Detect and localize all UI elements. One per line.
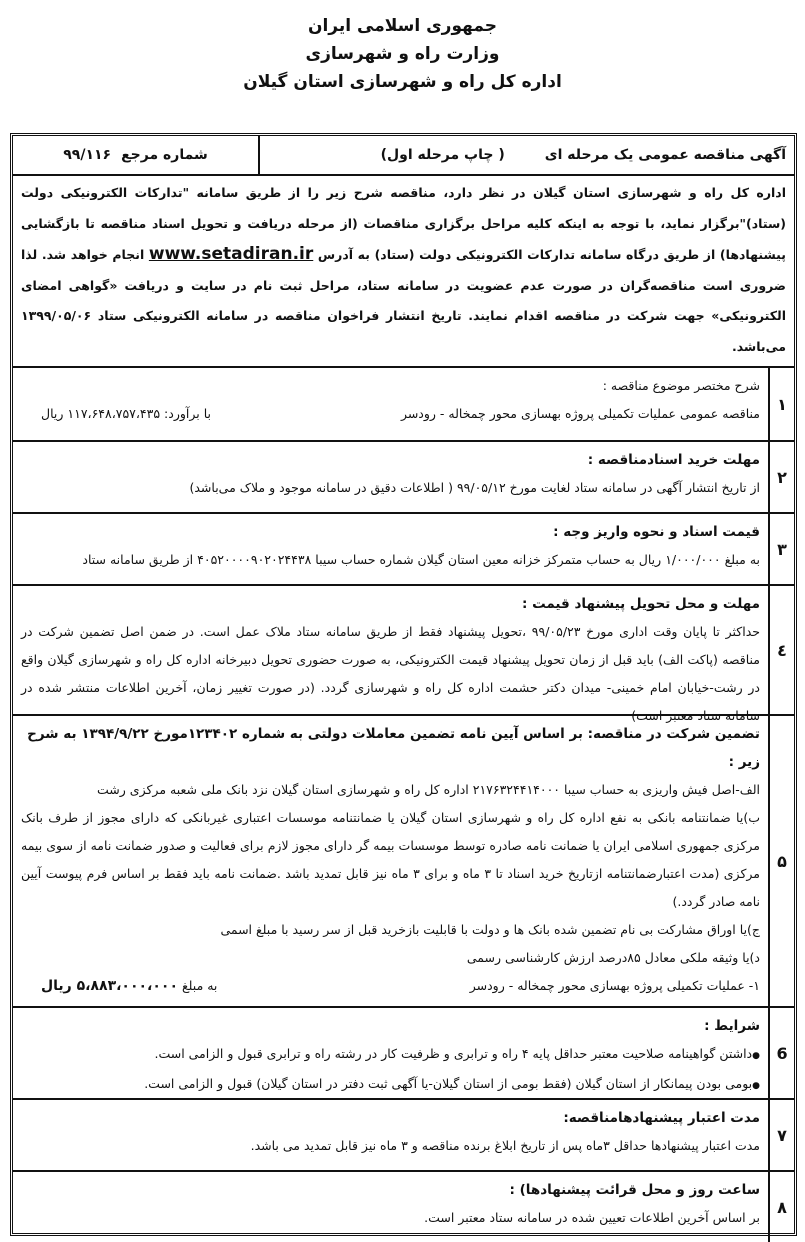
section-number: ۲ [768, 442, 794, 512]
section-number: ۱ [768, 368, 794, 440]
setad-url-link[interactable]: www.setadiran.ir [148, 244, 314, 264]
intro-paragraph [13, 176, 794, 368]
letterhead [0, 0, 805, 96]
section-title: تضمین شرکت در مناقصه: بر اساس آیین نامه تضمین معاملات دولتی به شماره ۱۲۳۴۰۲مورخ ۱۳۹۴/۹/۲۲ به شرح زیر : [27, 726, 760, 770]
section-7 [13, 1100, 794, 1172]
condition-item: ● بومی بودن پیمانکار از استان گیلان (فقط بومی از استان گیلان-یا آگهی ثبت دفتر در استان گیلان) قبول و الزامی است. [21, 1070, 760, 1100]
section-8 [13, 1172, 794, 1242]
section-6 [13, 1008, 794, 1100]
reference-box [13, 136, 260, 174]
section-text: بر اساس آخرین اطلاعات تعیین شده در سامانه ستاد معتبر است. [424, 1210, 760, 1225]
section-text: از تاریخ انتشار آگهی در سامانه ستاد لغایت مورخ ۹۹/۰۵/۱۲ ( اطلاعات دقیق در سامانه موجود و ملاک می‌باشد) [189, 480, 760, 495]
intro-text-1: اداره کل راه و شهرسازی استان گیلان در نظر دارد، مناقصه شرح زیر را از طریق سامانه "تدارکات الکترونیکی دولت (ستاد)"برگزار نماید، با توجه به اینکه کلیه مراحل برگزاری مناقصات (از مرحله دریافت و تحویل اسناد مناقصه تا بازگشایی پیشنهادها) از طریق درگاه سامانه تدارکات الکترونیکی دولت (ستاد) به آدرس [21, 185, 786, 262]
section-number: ۸ [768, 1172, 794, 1242]
section-number: ۷ [768, 1100, 794, 1170]
guarantee-amount: ۵،۸۸۳،۰۰۰،۰۰۰ ریال [41, 978, 179, 994]
guarantee-option-d: د)یا وثیقه ملکی معادل ۸۵درصد ارزش کارشناسی رسمی [466, 950, 760, 965]
tender-subject: مناقصه عمومی عملیات تکمیلی پروژه بهسازی محور چمخاله - رودسر [400, 406, 760, 421]
intro-text-2: انجام خواهد شد. لذا ضروری است مناقصه‌گران در صورت عدم عضویت در سامانه ستاد، مراحل ثبت نام در سایت و دریافت «گواهی امضای الکترونیکی» جهت شرکت در مناقصه اقدام نمایند. تاریخ انتشار فراخوان مناقصه در سامانه الکترونیکی ستاد ۱۳۹۹/۰۵/۰۶ می‌باشد. [21, 247, 786, 354]
guarantee-option-c: ج)یا اوراق مشارکت بی نام تضمین شده بانک ها و دولت با قابلیت بازخرید قبل از سر رسید با مبلغ اسمی [220, 922, 760, 937]
section-1 [13, 368, 794, 442]
section-number: ۵ [768, 716, 794, 1006]
section-2 [13, 442, 794, 514]
section-title: قیمت اسناد و نحوه واریز وجه : [553, 524, 760, 540]
section-text: حداکثر تا پایان وقت اداری مورخ ۹۹/۰۵/۲۳ ،تحویل پیشنهاد فقط از طریق سامانه ستاد ملاک عمل است. در ضمن اصل تضمین شرکت در مناقصه (پاکت الف) باید قبل از زمان تحویل پیشنهاد قیمت الکترونیکی، به صورت حضوری تحویل دبیرخانه اداره کل راه و شهرسازی گیلان واقع در رشت-خیابان امام خمینی- میدان دکتر حشمت اداره کل راه و شهرسازی گردد. (در صورت تغییر زمان، آخرین اطلاعات منتشر شده در سامانه ستاد معتبر است) [21, 624, 760, 723]
section-title: مهلت خرید اسنادمناقصه : [587, 452, 760, 468]
section-number: ٤ [768, 586, 794, 714]
section-text: به مبلغ ۱/۰۰۰/۰۰۰ ریال به حساب متمرکز خزانه معین استان گیلان شماره حساب سیبا ۴۰۵۲۰۰۰۰۹۰۲۰۲۴۴۳۸ از طریق سامانه ستاد [82, 552, 760, 567]
section-5 [13, 716, 794, 1008]
section-title: مدت اعتبار پیشنهادهامناقصه: [563, 1110, 760, 1126]
notice-title: آگهی مناقصه عمومی یک مرحله ای [544, 147, 786, 163]
country-title: جمهوری اسلامی ایران [307, 16, 498, 36]
condition-item: ● داشتن گواهینامه صلاحیت معتبر حداقل پایه ۴ راه و ترابری و ظرفیت کار در رشته راه و ترابری قبول و الزامی است. [21, 1040, 760, 1070]
notice-title-cell [260, 136, 794, 174]
section-4 [13, 586, 794, 723]
guarantee-item: ۱- عملیات تکمیلی پروژه بهسازی محور چمخاله - رودسر [469, 978, 760, 993]
guarantee-option-a: الف-اصل فیش واریزی به حساب سیبا ۲۱۷۶۳۲۴۴۱۴۰۰۰ اداره کل راه و شهرسازی استان گیلان نزد بانک ملی شعبه مرکزی رشت [97, 782, 760, 797]
department-title: اداره کل راه و شهرسازی استان گیلان [243, 72, 562, 92]
section-number: ۳ [768, 514, 794, 584]
ministry-title: وزارت راه و شهرسازی [305, 44, 500, 64]
section-3 [13, 514, 794, 586]
section-title: شرح مختصر موضوع مناقصه : [602, 378, 760, 393]
guarantee-option-b: ب)یا ضمانتنامه بانکی به نفع اداره کل راه و شهرسازی استان گیلان یا ضمانتنامه موسسات اعتباری غیربانکی که دارای مجوز از طرف بانک مرکزی جمهوری اسلامی ایران یا ضمانت نامه صادره توسط موسسات بیمه گر دارای مجوز لازم برای فعالیت و صدور ضمانت نامه از سوی بیمه مرکزی (مدت اعتبارضمانتنامه ازتاریخ خرید اسناد تا ۳ ماه و برای ۳ ماه نیز قابل تمدید باشد .ضمانت نامه باید فقط بر اساس فرم پیوست آیین نامه صادر گردد.) [21, 810, 760, 909]
section-text: مدت اعتبار پیشنهادها حداقل ۳ماه پس از تاریخ ابلاغ برنده مناقصه و ۳ ماه نیز قابل تمدید می باشد. [250, 1138, 760, 1153]
reference-number: ۹۹/۱۱۶ [63, 147, 112, 163]
section-number: 6 [768, 1008, 794, 1098]
amount-prefix: به مبلغ [182, 978, 218, 993]
notice-header-row [13, 136, 794, 176]
print-stage: ( چاپ مرحله اول) [380, 147, 505, 163]
reference-label: شماره مرجع [121, 147, 208, 163]
notice-frame [10, 133, 797, 1236]
section-title: مهلت و محل تحویل پیشنهاد قیمت : [521, 596, 760, 612]
section-title: شرایط : [704, 1018, 760, 1034]
estimate-amount: با برآورد: ۱۱۷،۶۴۸،۷۵۷،۴۳۵ ریال [41, 406, 211, 421]
section-title: ساعت روز و محل قرائت پیشنهادها) : [509, 1182, 760, 1198]
